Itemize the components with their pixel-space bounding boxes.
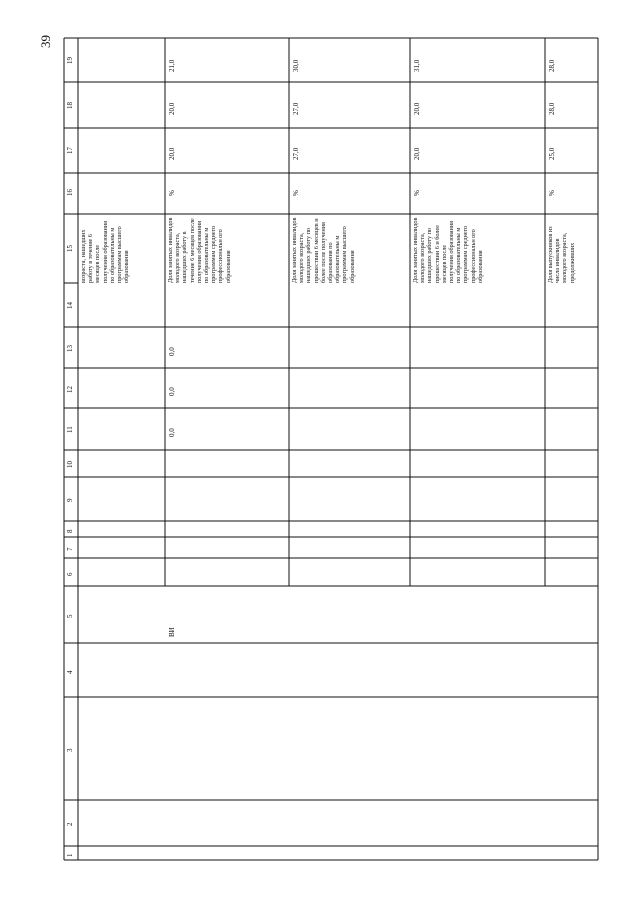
row-3-indicator-text: Доля занятых инвалидов молодого возраста, нашедших работу по прошествии 6 и более месяцев после получения образования по образовательны м программам среднего профессиональн ого образования <box>412 217 484 283</box>
row-1-col5: ВИ <box>168 627 176 637</box>
col-header-15: 15 <box>66 245 74 252</box>
row-3-unit: % <box>413 190 421 196</box>
col-header-7: 7 <box>66 547 74 551</box>
row-1-col11: 0,0 <box>168 428 176 437</box>
row-4-col17: 25,0 <box>548 147 556 160</box>
col-header-1: 1 <box>66 853 74 857</box>
col-header-3: 3 <box>66 748 74 752</box>
col-header-12: 12 <box>66 386 74 393</box>
col-header-8: 8 <box>66 529 74 533</box>
row-2-unit: % <box>292 190 300 196</box>
row-1-indicator-text: Доля занятых инвалидов молодого возраста, нашедших работу в течение 6 месяцев после получения образования по образовательны м программам среднего профессиональн ого образования <box>167 217 232 283</box>
row-3-col19: 31,0 <box>413 59 421 72</box>
col-header-14: 14 <box>66 302 74 309</box>
col-header-17: 17 <box>66 147 74 154</box>
row-3-col17: 20,0 <box>413 147 421 160</box>
row-3-col18: 20,0 <box>413 102 421 115</box>
col-header-13: 13 <box>66 345 74 352</box>
row-2-indicator-text: Доля занятых инвалидов молодого возраста, нашедших работу по прошествии 6 месяцев и более после получения образования по образовательны м программам высшего образования <box>291 217 356 283</box>
row-1-col17: 20,0 <box>168 147 176 160</box>
col-header-16: 16 <box>66 189 74 196</box>
col-header-4: 4 <box>66 670 74 674</box>
col-header-10: 10 <box>66 461 74 468</box>
row-1-col19: 21,0 <box>168 59 176 72</box>
col-header-2: 2 <box>66 822 74 826</box>
col-header-11: 11 <box>66 426 74 433</box>
row-2-col17: 27,0 <box>292 147 300 160</box>
row-4-unit: % <box>548 190 556 196</box>
row-0-indicator-text: возраста, нашедших работу в течение 6 месяцев после получения образования по образовательны м программам высшего образования <box>80 220 131 283</box>
row-1-col13: 0,0 <box>168 347 176 356</box>
row-1-col18: 20,0 <box>168 102 176 115</box>
col-header-5: 5 <box>66 614 74 618</box>
col-header-6: 6 <box>66 572 74 576</box>
page-number: 39 <box>38 35 53 48</box>
row-2-col18: 27,0 <box>292 102 300 115</box>
col-header-9: 9 <box>66 498 74 502</box>
row-1-unit: % <box>168 190 176 196</box>
row-2-col19: 30,0 <box>292 59 300 72</box>
col-header-18: 18 <box>66 102 74 109</box>
col-header-19: 19 <box>66 57 74 64</box>
row-4-col18: 28,0 <box>548 102 556 115</box>
row-1-col12: 0,0 <box>168 387 176 396</box>
row-4-col19: 28,0 <box>548 59 556 72</box>
row-4-indicator-text: Доля выпускников из числа инвалидов молодого возраста, продолживших <box>547 226 576 283</box>
